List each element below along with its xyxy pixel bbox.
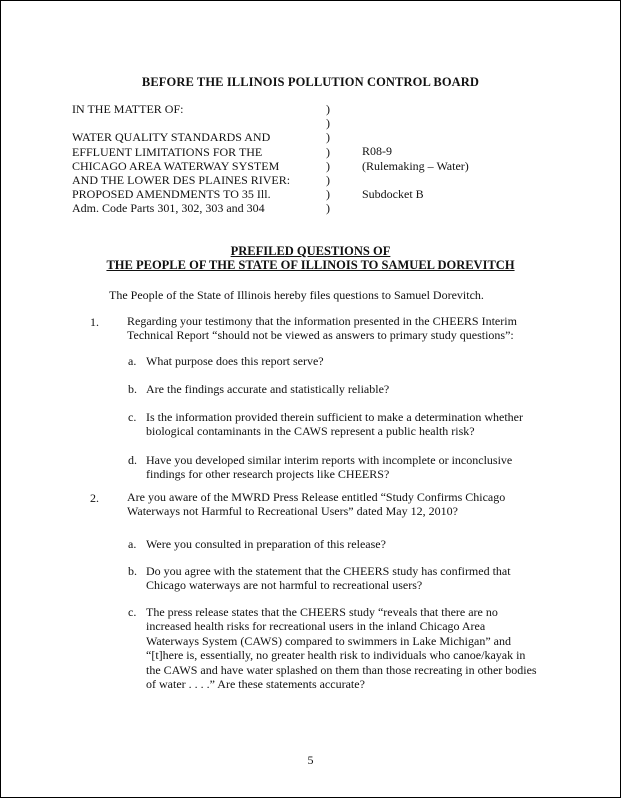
sub-question-line: Do you agree with the statement that the CHEERS study has confirmed that (146, 564, 511, 578)
sub-question-letter: a. (128, 537, 137, 551)
caption-paren: ) (326, 158, 330, 173)
sub-question-letter: b. (128, 382, 137, 396)
caption-line: PROPOSED AMENDMENTS TO 35 Ill. (72, 187, 271, 202)
sub-question-line: “[t]here is, essentially, no greater health risk to individuals who canoe/kayak in (146, 648, 526, 663)
sub-question-line: What purpose does this report serve? (146, 354, 324, 368)
question-line: Technical Report “should not be viewed as answers to primary study questions”: (127, 328, 514, 343)
sub-question-line: Are the findings accurate and statistically reliable? (146, 382, 390, 396)
docket-type: (Rulemaking – Water) (362, 159, 469, 173)
sub-question-line: the CAWS and have water splashed on them than those recreating in other bodies (146, 662, 537, 677)
question-number: 2. (90, 491, 99, 505)
caption-paren: ) (326, 102, 330, 116)
sub-question-text (146, 537, 386, 551)
sub-question-text (146, 410, 523, 439)
heading-line-2: THE PEOPLE OF THE STATE OF ILLINOIS TO SAMUEL DOREVITCH (106, 258, 515, 272)
sub-question-line: Is the information provided therein sufficient to make a determination whether (146, 410, 523, 424)
caption-parens (326, 102, 330, 216)
caption-line: EFFLUENT LIMITATIONS FOR THE (72, 144, 263, 159)
sub-question-letter: a. (128, 354, 137, 368)
sub-question-text (146, 453, 512, 482)
sub-question-line: Were you consulted in preparation of this release? (146, 537, 386, 551)
sub-question-line: The press release states that the CHEERS study “reveals that there are no (146, 605, 498, 619)
sub-question-text (146, 354, 324, 368)
sub-question-letter: c. (128, 605, 137, 619)
caption-line: CHICAGO AREA WATERWAY SYSTEM (72, 158, 280, 173)
sub-question-line: Have you developed similar interim reports with incomplete or inconclusive (146, 453, 513, 467)
caption-matter (72, 102, 290, 216)
caption-paren: ) (326, 144, 330, 159)
caption-line: WATER QUALITY STANDARDS AND (72, 130, 271, 145)
question-text (127, 490, 505, 519)
intro-paragraph: The People of the State of Illinois hereby files questions to Samuel Dorevitch. (109, 288, 484, 302)
caption-paren: ) (326, 116, 330, 131)
sub-question-letter: b. (128, 564, 137, 578)
sub-question-letter: c. (128, 410, 137, 424)
sub-question-line: Waterways System (CAWS) compared to swimmers in Lake Michigan” and (146, 633, 511, 648)
sub-question-line: increased health risks for recreational users in the inland Chicago Area (146, 619, 486, 634)
sub-question-text (146, 564, 511, 593)
caption-line (72, 116, 290, 130)
caption-line: IN THE MATTER OF: (72, 102, 184, 116)
caption-line: Adm. Code Parts 301, 302, 303 and 304 (72, 201, 265, 216)
sub-question-line: Chicago waterways are not harmful to recreational users? (146, 578, 423, 593)
docket-number: R08-9 (362, 144, 392, 158)
question-number: 1. (90, 315, 99, 329)
sub-question-line: biological contaminants in the CAWS represent a public health risk? (146, 424, 475, 439)
caption-line: AND THE LOWER DES PLAINES RIVER: (72, 172, 291, 187)
question-line: Are you aware of the MWRD Press Release entitled “Study Confirms Chicago (127, 490, 506, 504)
subdocket: Subdocket B (362, 187, 424, 201)
sub-question-line: of water . . . .” Are these statements accurate? (146, 677, 365, 692)
question-line: Waterways not Harmful to Recreational Users” dated May 12, 2010? (127, 504, 458, 519)
caption-paren: ) (326, 187, 330, 202)
sub-question-line: findings for other research projects like CHEERS? (146, 467, 390, 482)
page-number: 5 (307, 753, 314, 767)
sub-question-text (146, 382, 389, 396)
question-text (127, 314, 517, 343)
question-line: Regarding your testimony that the information presented in the CHEERS Interim (127, 314, 517, 328)
heading-line-1: PREFILED QUESTIONS OF (230, 244, 391, 258)
board-title: BEFORE THE ILLINOIS POLLUTION CONTROL BOARD (141, 75, 480, 89)
caption-paren: ) (326, 201, 330, 216)
caption-paren: ) (326, 130, 330, 145)
caption-paren: ) (326, 172, 330, 187)
sub-question-letter: d. (128, 453, 137, 467)
sub-question-text (146, 605, 537, 691)
